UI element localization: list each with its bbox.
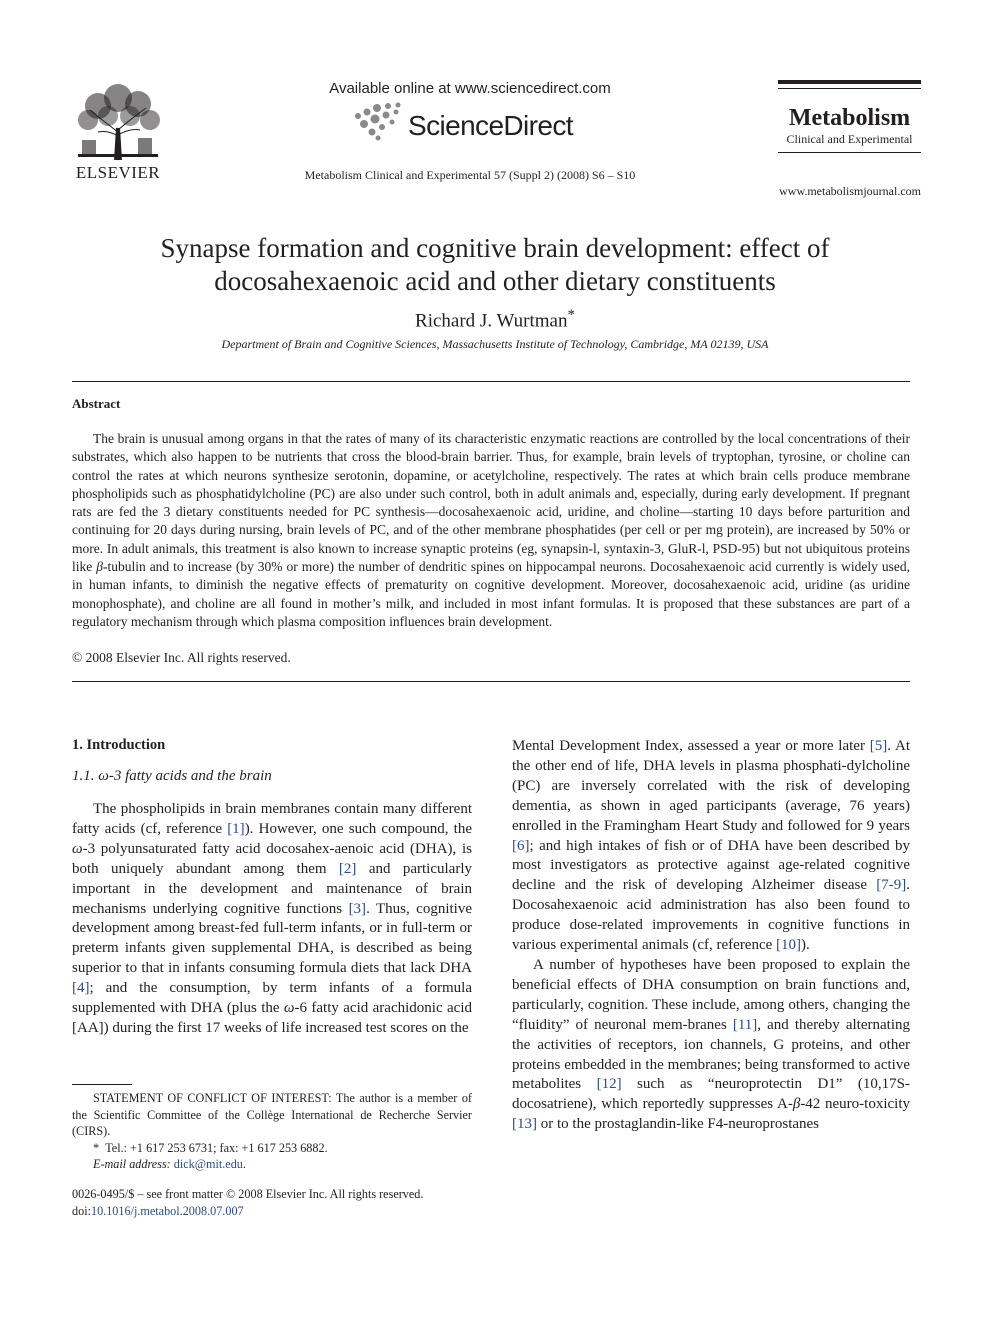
body-paragraph: Mental Development Index, assessed a year or more later [5]. At the other end of life, DHA levels in plasma phosphati-dylcholine (PC) are inversely correlated with the risk of developing dementia, as shown in aged participants (average, 76 years) enrolled in the Framingham Heart Study and followed for 9 years [6]; and high intakes of fish or of DHA have been described by most investigators as protective against age-related cognitive decline and the risk of developing Alzheimer disease [7-9]. Docosahexaenoic acid administration has also been found to produce dose-related improvements in cognitive functions in various experimental animals (cf, reference [10]). — [512, 738, 910, 954]
body-paragraph: A number of hypotheses have been proposed to explain the beneficial effects of DHA consumption on brain functions and, particularly, cognition. These include, among others, changing the “fluidity” of neuronal mem-branes [11], and thereby alternating the activities of receptors, ion channels, G proteins, and other proteins embedded in the membranes; being transformed to active metabolites [12] such as “neuroprotectin D1” (10,17S-docosatriene), which reportedly suppresses A-β-42 neuro-toxicity [13] or to the prostaglandin-like F4-neuroprostanes — [512, 956, 910, 1133]
conflict-statement: STATEMENT OF CONFLICT OF INTEREST: The author is a member of the Scientific Committee of the Collège International de Recherche Servier (CIRS). — [72, 1091, 472, 1138]
footnote-rule — [72, 1084, 132, 1085]
journal-citation: Metabolism Clinical and Experimental 57 (Suppl 2) (2008) S6 – S10 — [304, 168, 636, 182]
journal-url[interactable]: www.metabolismjournal.com — [779, 184, 921, 198]
reference-link[interactable]: [2] — [338, 860, 357, 877]
reference-link[interactable]: [1] — [227, 820, 245, 837]
abstract-bottom-rule — [72, 681, 910, 682]
body-paragraph: The phospholipids in brain membranes contain many different fatty acids (cf, reference [1]). However, one such compound, the ω-3 polyunsaturated fatty acid docosahex-aenoic acid (DHA), is both uniquely abundant among them [2] and particularly important in the development and maintenance of brain mechanisms underlying cognitive functions [3]. Thus, cognitive development among breast-fed full-term infants, or in full-term or preterm infants given supplemental DHA, is described as being superior to that in infants consuming formula diets that lack DHA [4]; and the consumption, by term infants of a formula supplemented with DHA (plus the ω-6 fatty acid arachidonic acid [AA]) during the first 17 weeks of life increased test scores on the — [72, 801, 472, 1036]
reference-link[interactable]: [11] — [732, 1016, 758, 1033]
abstract-paragraph: The brain is unusual among organs in that the rates of many of its characteristic enzymatic reactions are controlled by the local concentrations of their substrates, which also happen to be nutrients that cross the blood-brain barrier. Thus, for example, brain levels of tryptophan, tyrosine, or choline can control the rates at which neurons synthesize serotonin, dopamine, or acetylcholine, respectively. The rates at which brain cells produce membrane phospholipids such as phosphatidylcholine (PC) are also under such control, both in adult animals and, especially, during early development. If pregnant rats are fed the 3 dietary constituents needed for PC synthesis—docosahexaenoic acid, uridine, and choline—starting 10 days before parturition and continuing for 20 days during nursing, brain levels of PC, and of the other membrane phosphatides (per cell or per mg protein), are increased by 50% or more. In adult animals, this treatment is also known to increase synaptic proteins (eg, synapsin-l, syntaxin-3, GluR-l, PSD-95) but not ubiquitous proteins like β-tubulin and to increase (by 30% or more) the number of dendritic spines on hippocampal neurons. Docosahexaenoic acid currently is widely used, in human infants, to diminish the negative effects of prematurity on cognitive development. Moreover, docosahexaenoic acid, uridine (as uridine monophosphate), and choline are all found in mother’s milk, and included in most infant formulas. It is proposed that these substances are part of a regulatory mechanism through which plasma composition influences brain development. — [72, 431, 911, 629]
author-contact: * Tel.: +1 617 253 6731; fax: +1 617 253 6882. — [93, 1140, 328, 1155]
abstract-heading: Abstract — [72, 396, 121, 411]
journal-name: Metabolism — [788, 105, 911, 131]
doi-link[interactable]: 10.1016/j.metabol.2008.07.007 — [90, 1204, 244, 1218]
right-column-text — [512, 737, 910, 1135]
journal-subtitle: Clinical and Experimental — [786, 132, 913, 146]
author-email: E-mail address: dick@mit.edu. — [93, 1157, 246, 1171]
subsection-heading: 1.1. ω-3 fatty acids and the brain — [72, 768, 272, 784]
reference-link[interactable]: [6] — [512, 837, 530, 854]
journal-rule — [778, 80, 921, 84]
article-title: Synapse formation and cognitive brain development: effect of docosahexaenoic acid and other dietary constituents — [160, 233, 830, 296]
left-column-text — [72, 800, 472, 1039]
reference-link[interactable]: [13] — [512, 1116, 537, 1133]
abstract-top-rule — [72, 381, 910, 382]
author-footnote-mark[interactable]: * — [567, 307, 575, 323]
reference-link[interactable]: [10] — [776, 937, 802, 954]
footnotes — [72, 1090, 472, 1173]
email-link[interactable]: dick@mit.edu — [173, 1157, 243, 1171]
journal-rule — [778, 152, 921, 153]
abstract-copyright: © 2008 Elsevier Inc. All rights reserved. — [72, 650, 291, 665]
doi-line: doi:10.1016/j.metabol.2008.07.007 — [72, 1204, 244, 1218]
author-affiliation: Department of Brain and Cognitive Sciences, Massachusetts Institute of Technology, Cambridge, MA 02139, USA — [221, 337, 769, 351]
journal-rule — [778, 88, 921, 89]
author-name — [300, 307, 690, 332]
reference-link[interactable]: [7-9] — [876, 877, 907, 894]
author-text[interactable]: Richard J. Wurtman — [415, 310, 568, 332]
reference-link[interactable]: [5] — [869, 738, 888, 754]
platform-name[interactable]: ScienceDirect — [408, 110, 573, 141]
issn-line: 0026-0495/$ – see front matter © 2008 Elsevier Inc. All rights reserved. — [72, 1187, 424, 1201]
abstract-body — [72, 430, 910, 631]
available-online-text[interactable]: Available online at www.sciencedirect.com — [329, 80, 611, 97]
publisher-name: ELSEVIER — [75, 163, 161, 182]
front-matter — [72, 1186, 423, 1220]
section-heading: 1. Introduction — [72, 737, 166, 753]
reference-link[interactable]: [3] — [348, 900, 367, 917]
reference-link[interactable]: [4] — [72, 980, 90, 997]
reference-link[interactable]: [12] — [596, 1076, 622, 1093]
